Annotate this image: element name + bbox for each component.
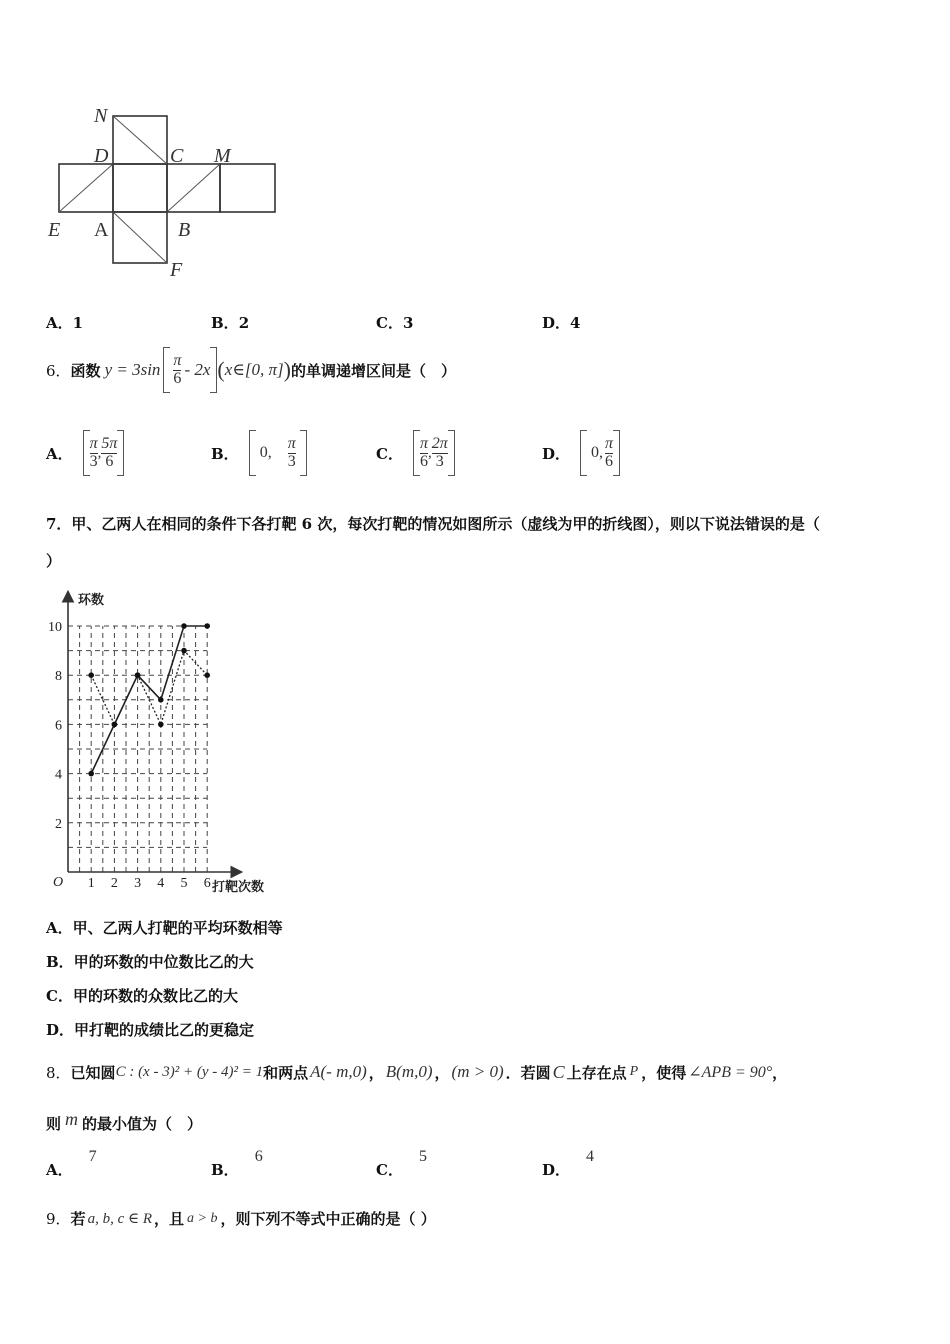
q7-option-b[interactable]: B．甲的环数的中位数比乙的大 — [46, 953, 254, 971]
diagonal-BM — [167, 164, 220, 212]
q8-option-a[interactable]: A． 7 — [46, 1148, 97, 1179]
cube-net-figure — [40, 100, 290, 280]
q5-option-b[interactable]: B．2 — [211, 314, 250, 332]
diagonal-AF — [113, 212, 167, 263]
label-C: C — [170, 145, 184, 167]
jia-point-6 — [204, 672, 210, 678]
q5-option-a[interactable]: A．1 — [46, 314, 84, 332]
x-tick-label: 2 — [110, 876, 118, 891]
y-tick-label: 6 — [55, 718, 62, 734]
label-F: F — [170, 259, 183, 280]
label-D: D — [94, 145, 109, 167]
y-tick-label: 8 — [55, 669, 62, 685]
diagonal-NC — [113, 116, 167, 164]
yi-point-1 — [88, 771, 94, 777]
x-axis-label: 打靶次数 — [212, 879, 265, 894]
q7-option-a[interactable]: A．甲、乙两人打靶的平均环数相等 — [46, 919, 283, 937]
q9-stem: 9． 若 a, b, c ∈ R ，且 a > b ，则下列不等式中正确的是（ ） — [46, 1210, 436, 1228]
x-tick-label: 3 — [134, 876, 142, 891]
q6-option-d[interactable]: D． 0, $\frac{\pi}{6}$ — [542, 428, 620, 478]
y-axis-label: 环数 — [78, 592, 105, 607]
diagonal-ED — [59, 164, 113, 212]
label-B: B — [178, 219, 191, 241]
y-tick-label: 2 — [55, 816, 62, 832]
label-A: A — [94, 219, 109, 241]
shooting-line-chart — [40, 585, 290, 900]
q7-option-d[interactable]: D．甲打靶的成绩比乙的更稳定 — [46, 1021, 255, 1039]
yi-point-6 — [204, 623, 210, 629]
q8-stem-line1: 8． 已知圆 C : (x - 3)² + (y - 4)² = 1 和两点 A(- m,0) ， B(m,0) ， (m > 0) ．若圆 C 上存在点 P ，使得 ∠APB = 90° ， — [46, 1061, 788, 1082]
jia-point-4 — [158, 722, 164, 728]
q5-option-c[interactable]: C．3 — [376, 314, 414, 332]
jia-point-1 — [88, 672, 94, 678]
label-M: M — [214, 145, 231, 167]
q8-option-d[interactable]: D． 4 — [542, 1148, 595, 1179]
x-tick-label: 4 — [157, 876, 165, 891]
q6-option-b[interactable]: B． 0, $\frac{\pi}{3}$ — [211, 428, 307, 478]
jia-point-5 — [181, 648, 187, 654]
label-N: N — [94, 105, 108, 127]
yi-point-4 — [158, 697, 164, 703]
net-square-far-right — [220, 164, 275, 212]
q8-stem-line2: 则 m 的最小值为（ ） — [46, 1109, 203, 1133]
q7-option-c[interactable]: C．甲的环数的众数比乙的大 — [46, 987, 238, 1005]
y-tick-label: 10 — [48, 620, 62, 635]
origin-label: O — [53, 875, 64, 890]
x-tick-label: 5 — [180, 876, 188, 891]
label-E: E — [48, 219, 61, 241]
q5-option-d[interactable]: D．4 — [542, 314, 581, 332]
q6-option-c[interactable]: C． $\frac{\pi}{6}$ , $\frac{2\pi}{3}$ — [376, 428, 455, 478]
net-square-center — [113, 164, 167, 212]
q6-option-a[interactable]: A． $\frac{\pi}{3}$ , $\frac{5\pi}{6}$ — [46, 428, 124, 478]
yi-point-2 — [112, 722, 118, 728]
q6-stem: 6． 函数 y = 3sin $\frac{\pi}{6}$ - 2x ( x∈[0, π] ) 的单调递增区间是（ ） — [46, 346, 456, 394]
y-tick-label: 4 — [55, 767, 62, 783]
q8-option-c[interactable]: C． 5 — [376, 1148, 427, 1179]
x-tick-label: 1 — [87, 876, 95, 891]
q7-stem-line1: 7．甲、乙两人在相同的条件下各打靶 6 次，每次打靶的情况如图所示（虚线为甲的折线图），则以下说法错误的是（ — [46, 515, 820, 533]
yi-point-5 — [181, 623, 187, 629]
x-tick-label: 6 — [203, 876, 211, 891]
q8-option-b[interactable]: B． 6 — [211, 1148, 263, 1179]
q7-stem-line2: ） — [46, 552, 62, 570]
yi-point-3 — [135, 672, 141, 678]
